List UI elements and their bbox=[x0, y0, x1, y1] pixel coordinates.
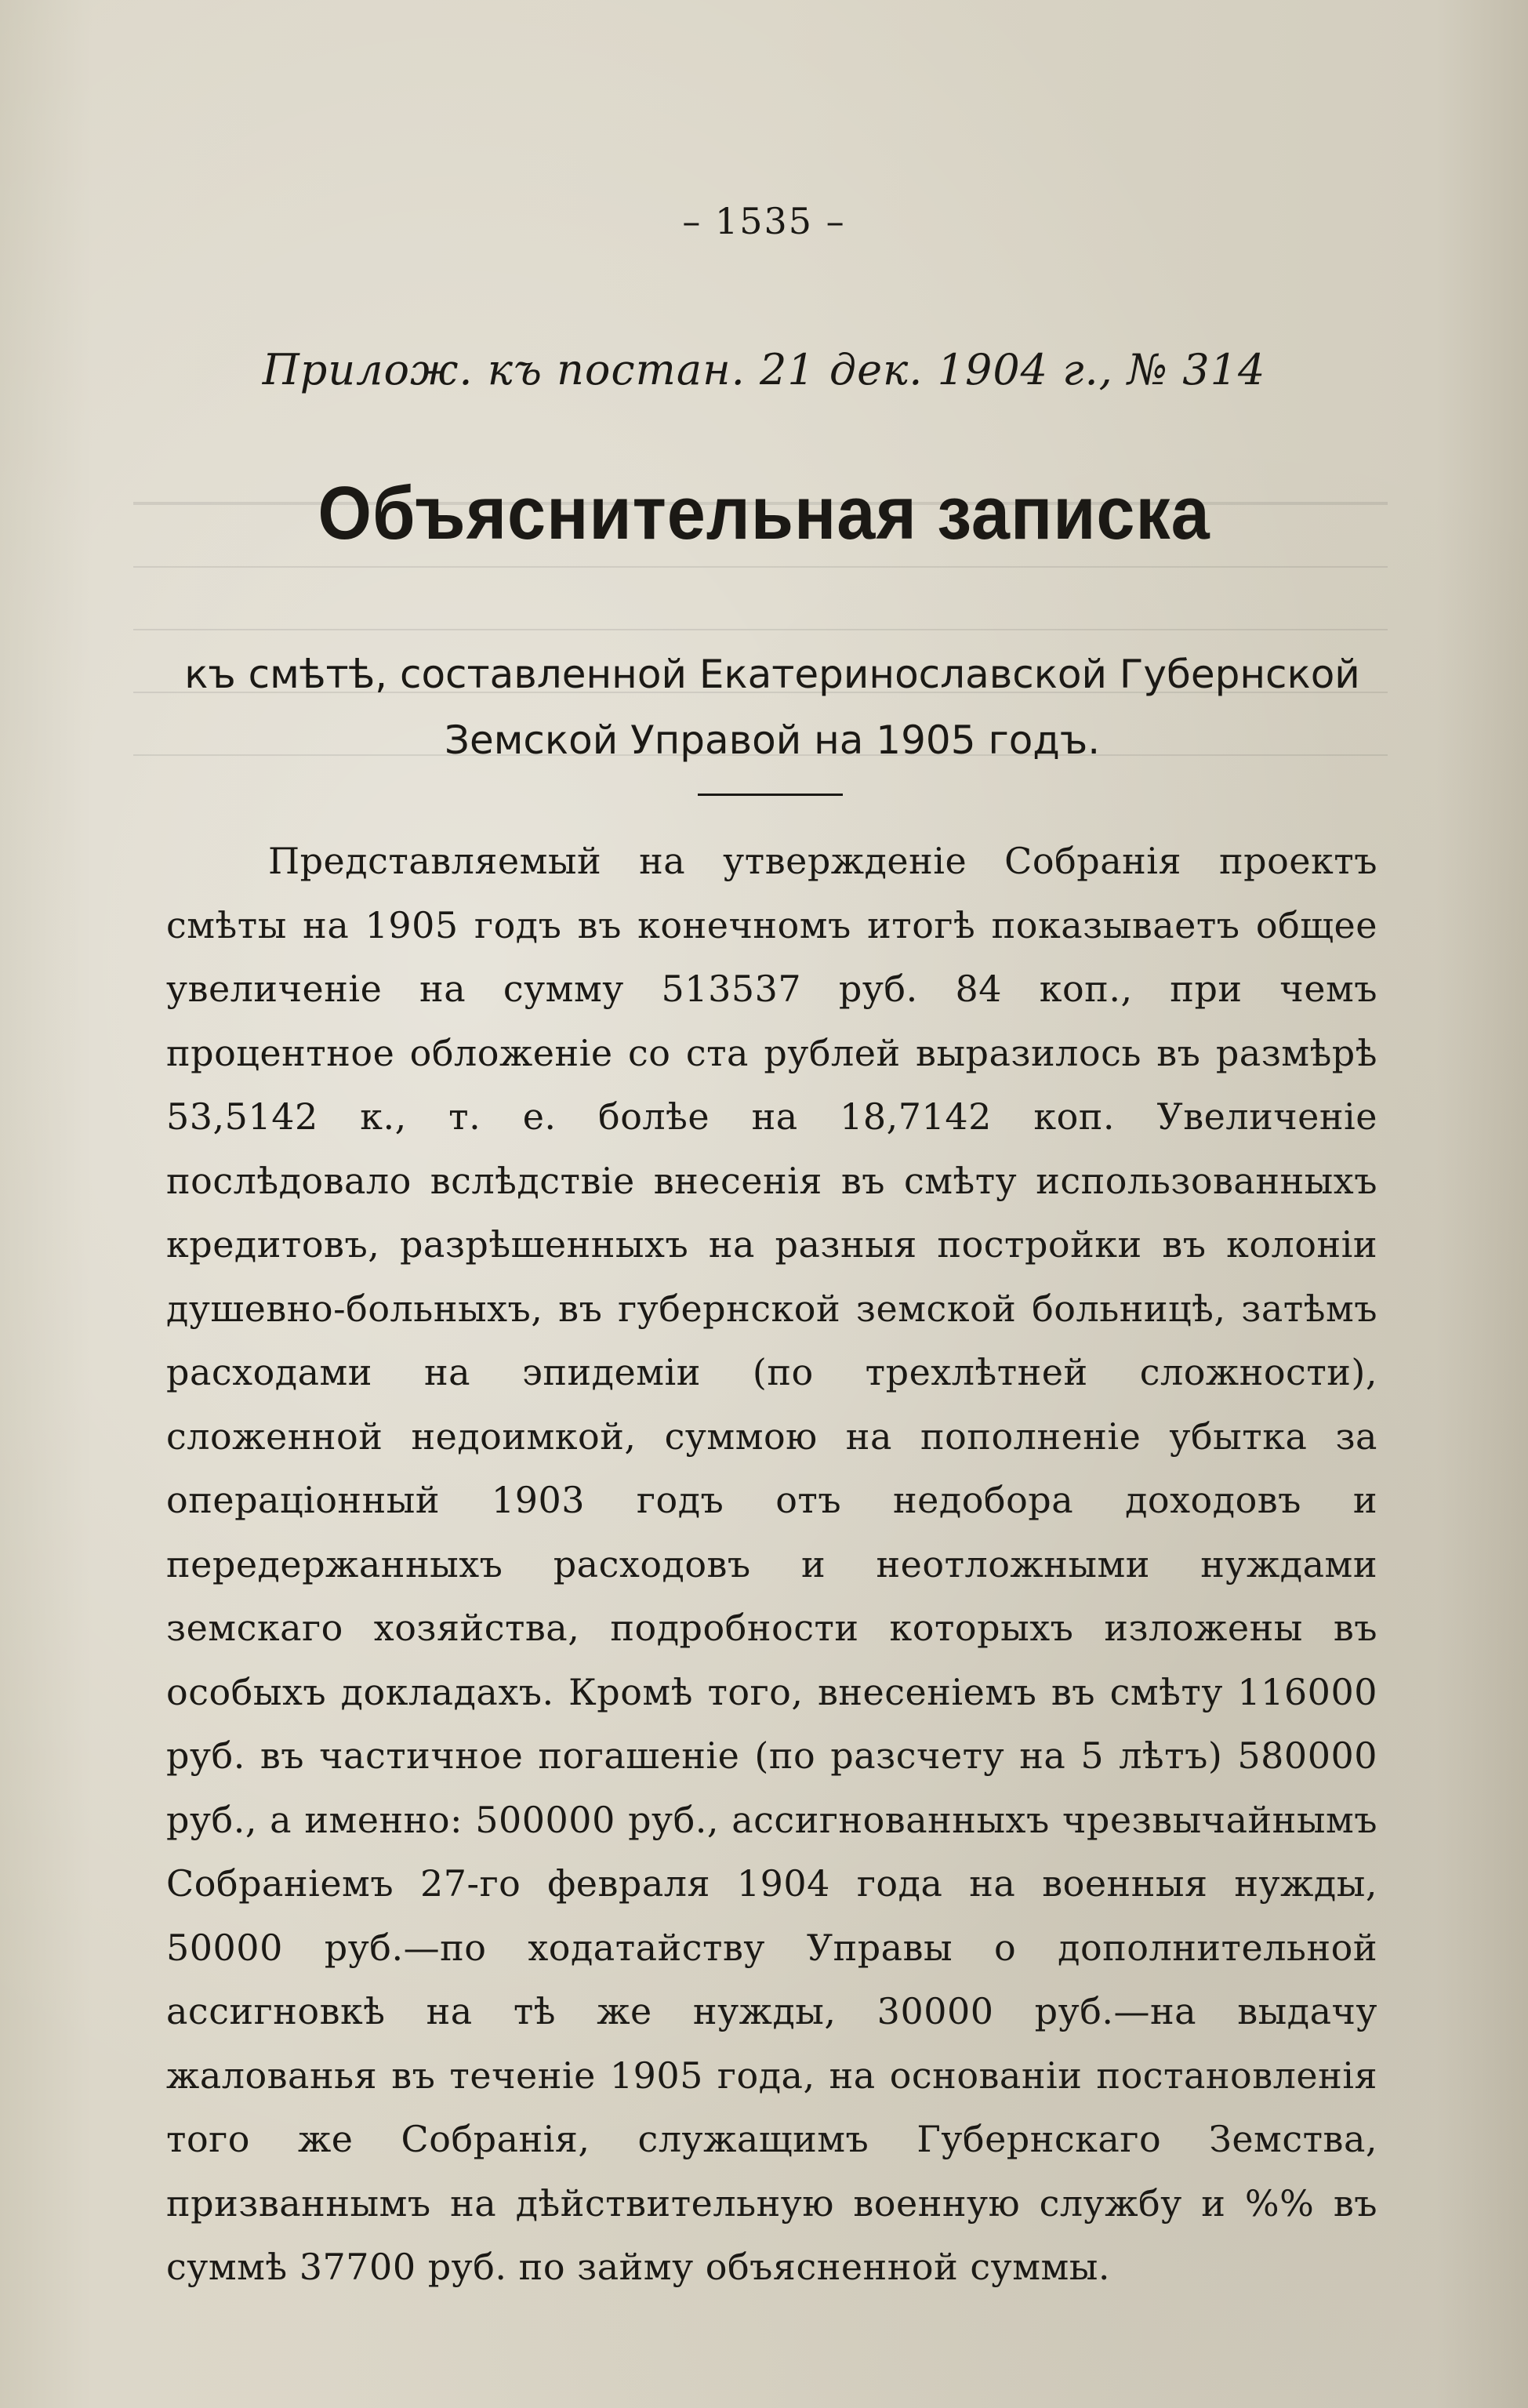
separator-rule bbox=[698, 794, 843, 796]
document-subtitle: къ смѣтѣ, составленной Екатеринославской Губернской Земской Управой на 1905 годъ. bbox=[184, 652, 1360, 763]
appendix-reference: Прилож. къ постан. 21 дек. 1904 г., № 314 bbox=[262, 345, 1266, 394]
page-number: – 1535 – bbox=[682, 200, 846, 242]
body-paragraph: Представляемый на утвержденіе Собранія проектъ смѣты на 1905 годъ въ конечномъ итогѣ показываетъ общее увеличеніе на сумму 513537 руб. 84 коп., при чемъ процентное обложеніе со ста рублей выразилось въ размѣрѣ 53,5142 к., т. е. болѣе на 18,7142 коп. Увеличеніе послѣдовало вслѣдствіе внесенія въ смѣту использованныхъ кредитовъ, разрѣшенныхъ на разныя постройки въ колоніи душевно-больныхъ, въ губернской земской больницѣ, затѣмъ расходами на эпидеміи (по трехлѣтней сложности), сложенной недоимкой, суммою на пополненіе убытка за операціонный 1903 годъ отъ недобора доходовъ и передержанныхъ расходовъ и неотложными нуждами земскаго хозяйства, подробности которыхъ изложены въ особыхъ докладахъ. Кромѣ того, внесеніемъ въ смѣту 116000 руб. въ частичное погашеніе (по разсчету на 5 лѣтъ) 580000 руб., а именно: 500000 руб., ассигнованныхъ чрезвычайнымъ Собраніемъ 27-го февраля 1904 года на военныя нужды, 50000 руб.—по ходатайству Управы о дополнительной ассигновкѣ на тѣ же нужды, 30000 руб.—на выдачу жалованья въ теченіе 1905 года, на основаніи постановленія того же Собранія, служащимъ Губернскаго Земства, призваннымъ на дѣйствительную военную службу и %% въ суммѣ 37700 руб. по займу объясненной суммы. bbox=[166, 840, 1377, 2288]
document-title: Объяснительная записка bbox=[318, 471, 1210, 555]
